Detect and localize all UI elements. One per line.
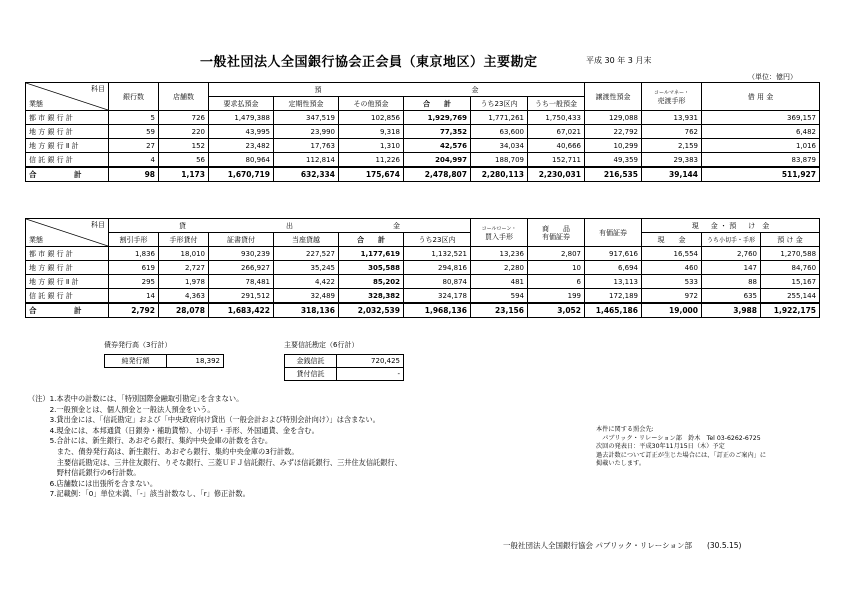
row-label: 都 市 銀 行 計 [26,111,109,125]
note-line: （注）1.本表中の計数には、｢特別国際金融取引勘定｣を含まない。 [28,394,244,403]
table-cell: 83,879 [702,153,820,168]
notes [28,394,402,500]
table-cell: 13,931 [642,111,702,125]
table-cell: 2,280,113 [471,167,528,182]
table-cell: 460 [642,261,702,275]
table-row [26,261,820,275]
header-checks: うち小切手・手形 [702,233,761,247]
table-cell: 2,727 [159,261,209,275]
table-cell: 594 [471,289,528,304]
contact-info [596,426,766,469]
table-cell: 6,694 [585,261,642,275]
table-cell: 175,674 [339,167,404,182]
header-general: うち一般預金 [528,97,585,111]
loans-table [25,218,820,318]
table-cell: 4,422 [274,275,339,289]
trust-label-1: 貸付信託 [285,368,337,381]
table-cell: 1,771,261 [471,111,528,125]
bonds-title: 債券発行高（3行計） [104,341,172,349]
table-cell: 112,814 [274,153,339,168]
contact-line: 過去計数について訂正が生じた場合には、「訂正のご案内」に [596,451,767,459]
table-cell: 188,709 [471,153,528,168]
table-cell: 1,177,619 [339,247,404,261]
table-cell: 27 [109,139,159,153]
row-label: 信 託 銀 行 計 [26,289,109,304]
bonds-table [104,354,224,368]
table-cell: 9,318 [339,125,404,139]
table-cell: 22,792 [585,125,642,139]
table-cell: 2,280 [471,261,528,275]
table-cell: 1,922,175 [761,303,820,318]
trust-value-1: - [337,368,404,381]
note-line: 7.記載例：「0」単位未満、「-」該当計数なし、「r」修正計数。 [28,489,250,499]
table-cell: 1,836 [109,247,159,261]
table-cell: 32,489 [274,289,339,304]
table-cell: 147 [702,261,761,275]
table-cell: 1,479,388 [209,111,274,125]
table1-corner-bottom: 業態 [29,100,43,108]
table-cell: 294,816 [404,261,471,275]
table-cell: 917,616 [585,247,642,261]
unit-label: （単位：億円） [748,73,797,81]
table-cell: 635 [702,289,761,304]
table-cell: 18,010 [159,247,209,261]
table-cell: 4 [109,153,159,168]
table-cell: 1,968,136 [404,303,471,318]
table-cell: 972 [642,289,702,304]
table1-corner-top: 科目 [91,85,105,93]
header-trading-securities: 商 品 有価証券 [528,219,585,247]
table-cell: 2,760 [702,247,761,261]
table-cell: 39,144 [642,167,702,182]
table-cell: 5 [109,111,159,125]
table-row [26,247,820,261]
table-cell: 43,995 [209,125,274,139]
trust-label-0: 金銭信託 [285,355,337,368]
table-cell: 152 [159,139,209,153]
table-cell: 77,352 [404,125,471,139]
note-line: 主要信託勘定は、三井住友銀行、りそな銀行、三菱ＵＦＪ信託銀行、みずほ信託銀行、三井住友信託銀行、 [28,457,402,467]
table-cell: 56 [159,153,209,168]
row-label: 地 方 銀 行 計 [26,261,109,275]
table-row [26,125,820,139]
table-cell: 1,978 [159,275,209,289]
row-label: 合 計 [26,167,109,182]
table-cell: 1,683,422 [209,303,274,318]
table-cell: 34,034 [471,139,528,153]
table-cell: 11,226 [339,153,404,168]
note-line: 4.現金には、本邦通貨（日銀券・補助貨幣）、小切手・手形、外国通貨、金を含む。 [28,425,319,435]
table-cell: 2,792 [109,303,159,318]
table-cell: 80,874 [404,275,471,289]
table-cell: 632,334 [274,167,339,182]
table2-corner-bottom: 業態 [29,236,43,244]
header-loans-total: 合 計 [339,233,404,247]
header-ncd: 譲渡性預金 [585,83,642,111]
table2-corner [26,219,109,247]
table-cell: 6 [528,275,585,289]
trust-table [284,354,404,381]
table-cell: 85,202 [339,275,404,289]
header-23ku: うち23区内 [471,97,528,111]
table-cell: 1,750,433 [528,111,585,125]
table-cell: 59 [109,125,159,139]
contact-line: 本件に関する照会先: [596,426,654,433]
header-demand: 要求払預金 [209,97,274,111]
table-cell: 98 [109,167,159,182]
table-cell: 1,310 [339,139,404,153]
table-cell: 10 [528,261,585,275]
row-label: 都 市 銀 行 計 [26,247,109,261]
table-cell: 29,383 [642,153,702,168]
table-cell: 533 [642,275,702,289]
table-cell: 16,554 [642,247,702,261]
header-overdraft: 当座貸越 [274,233,339,247]
contact-line: パブリック・リレーション部 鈴木 Tel 03-6262-6725 [596,434,761,442]
table-cell: 152,711 [528,153,585,168]
table-cell: 318,136 [274,303,339,318]
table-cell: 4,363 [159,289,209,304]
table-row [26,111,820,125]
header-callloan: コールローン・ 買入手形 [471,219,528,247]
table-cell: 88 [702,275,761,289]
table-cell: 2,159 [642,139,702,153]
table-cell: 63,600 [471,125,528,139]
table-cell: 1,016 [702,139,820,153]
table-cell: 1,670,719 [209,167,274,182]
note-line: 2.一般預金とは、個人預金と一般法人預金をいう。 [28,404,215,414]
table-cell: 328,382 [339,289,404,304]
table-cell: 930,239 [209,247,274,261]
header-dueto: 預 け 金 [761,233,820,247]
table-cell: 49,359 [585,153,642,168]
table-cell: 1,132,521 [404,247,471,261]
table-cell: 347,519 [274,111,339,125]
note-line: また、債券発行高は、新生銀行、あおぞら銀行、集約中央金庫の3行計数。 [28,446,299,456]
table-cell: 129,088 [585,111,642,125]
table-cell: 6,482 [702,125,820,139]
note-line: 3.貸出金には、「信託勘定」および「中央政府向け貸出（一般会計および特別会計向け）」は含まない。 [28,415,380,425]
table-cell: 1,270,588 [761,247,820,261]
row-label: 地 方 銀 行 Ⅱ 計 [26,139,109,153]
table-cell: 2,807 [528,247,585,261]
table-cell: 13,113 [585,275,642,289]
header-borrowed: 借 用 金 [702,83,820,111]
table-row [26,289,820,304]
header-branches: 店舗数 [159,83,209,111]
table-cell: 369,157 [702,111,820,125]
table-cell: 199 [528,289,585,304]
header-other: その他預金 [339,97,404,111]
header-loans: 貸 出 金 [109,219,471,233]
table-cell: 23,156 [471,303,528,318]
table-row [26,303,820,318]
table-cell: 28,078 [159,303,209,318]
table-cell: 42,576 [404,139,471,153]
contact-line: 掲載いたします。 [596,460,646,468]
table-cell: 324,178 [404,289,471,304]
table-row [26,153,820,168]
page-title: 一般社団法人全国銀行協会正会員（東京地区）主要勘定 [200,55,538,70]
table-cell: 291,512 [209,289,274,304]
table-cell: 78,481 [209,275,274,289]
table-cell: 23,990 [274,125,339,139]
row-label: 地 方 銀 行 Ⅱ 計 [26,275,109,289]
table-cell: 3,052 [528,303,585,318]
table-cell: 67,021 [528,125,585,139]
table-cell: 220 [159,125,209,139]
table-cell: 84,760 [761,261,820,275]
table2-corner-top: 科目 [91,221,105,229]
table-cell: 40,666 [528,139,585,153]
header-cash-deposits: 現 金 ・ 預 け 金 [642,219,820,233]
report-date: 平成 30 年 3 月末 [586,56,652,65]
header-callmoney: コールマネー・ 売渡手形 [642,83,702,111]
table-cell: 23,482 [209,139,274,153]
table-cell: 305,588 [339,261,404,275]
bonds-value: 18,392 [167,355,224,368]
deposits-table [25,82,820,182]
table-cell: 172,189 [585,289,642,304]
table-cell: 619 [109,261,159,275]
header-loans-23ku: うち23区内 [404,233,471,247]
row-label: 地 方 銀 行 計 [26,125,109,139]
trust-value-0: 720,425 [337,355,404,368]
row-label: 信 託 銀 行 計 [26,153,109,168]
table-cell: 19,000 [642,303,702,318]
table-cell: 204,997 [404,153,471,168]
table-cell: 1,465,186 [585,303,642,318]
header-securities: 有価証券 [585,219,642,247]
header-total: 合 計 [404,97,471,111]
header-deposits: 預 金 [209,83,585,97]
table-cell: 10,299 [585,139,642,153]
table-row [26,167,820,182]
trust-title: 主要信託勘定（6行計） [284,341,359,349]
table-cell: 295 [109,275,159,289]
table-cell: 1,173 [159,167,209,182]
header-billloan: 手形貸付 [159,233,209,247]
table-row [26,275,820,289]
table-cell: 80,964 [209,153,274,168]
table-cell: 3,988 [702,303,761,318]
header-discount: 割引手形 [109,233,159,247]
table-cell: 14 [109,289,159,304]
table-cell: 13,236 [471,247,528,261]
footer: 一般社団法人全国銀行協会 パブリック・リレーション部 (30.5.15) [503,541,742,550]
header-time: 定期性預金 [274,97,339,111]
table1-corner [26,83,109,111]
table-cell: 102,856 [339,111,404,125]
table-cell: 15,167 [761,275,820,289]
table-row [26,139,820,153]
table-cell: 2,230,031 [528,167,585,182]
note-line: 6.店舗数には出張所を含まない。 [28,478,158,488]
table-cell: 216,535 [585,167,642,182]
table-cell: 1,929,769 [404,111,471,125]
table-cell: 35,245 [274,261,339,275]
table-cell: 511,927 [702,167,820,182]
table-cell: 2,478,807 [404,167,471,182]
table-cell: 266,927 [209,261,274,275]
contact-line: 次回の発表日：平成30年11月15日（木）予定 [596,443,725,451]
table-cell: 17,763 [274,139,339,153]
table-cell: 227,527 [274,247,339,261]
table-cell: 481 [471,275,528,289]
table-cell: 2,032,539 [339,303,404,318]
header-deedloan: 証書貸付 [209,233,274,247]
header-banks: 銀行数 [109,83,159,111]
table-cell: 255,144 [761,289,820,304]
row-label: 合 計 [26,303,109,318]
note-line: 5.合計には、新生銀行、あおぞら銀行、集約中央金庫の計数を含む。 [28,436,273,446]
bonds-label: 純発行額 [105,355,167,368]
table-cell: 762 [642,125,702,139]
table-cell: 726 [159,111,209,125]
note-line: 野村信託銀行の6行計数。 [28,468,141,478]
header-cash: 現 金 [642,233,702,247]
